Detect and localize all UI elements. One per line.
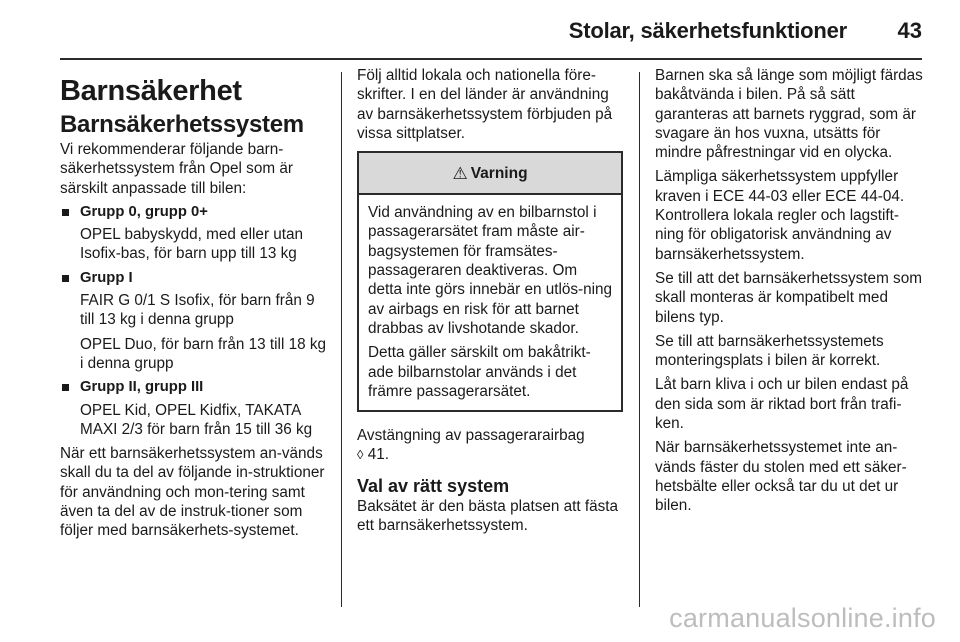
warning-triangle-icon: ⚠: [452, 163, 468, 183]
header-rule: [60, 58, 922, 60]
page-reference-icon: ◊: [357, 447, 364, 463]
group-title: Grupp 0, grupp 0+: [60, 203, 328, 222]
intro-paragraph: Vi rekommenderar följande barn-säkerhetssystem från Opel som är särskilt anpassade till bilen:: [60, 141, 293, 197]
subsection-heading: Val av rätt system: [357, 475, 510, 496]
page-number: 43: [897, 18, 922, 43]
warning-paragraph: Vid användning av en bilbarnstol i passagerarsätet fram måste air-bagsystemen för framsätes-passageraren deaktiveras. Om detta inte görs innebär en utlös-ning av airbags en risk för att barnet drabbas av livshotande skador.: [368, 204, 613, 337]
group-title: Grupp II, grupp III: [60, 378, 328, 397]
column-divider-1: [341, 72, 342, 607]
column-2: [357, 66, 625, 540]
watermark: carmanualsonline.info: [669, 603, 936, 633]
rear-seat-paragraph: Baksätet är den bästa platsen att fästa ett barnsäkerhetssystem.: [357, 497, 619, 535]
warning-body: [359, 195, 621, 410]
group-item: OPEL Duo, för barn från 13 till 18 kg i denna grupp: [80, 335, 327, 372]
body-paragraph: Lämpliga säkerhetssystem uppfyller kraven i ECE 44-03 eller ECE 44-04. Kontrollera lokala regler och lagstift-ning för obligatorisk användning av barnsäkerhetssystem.: [655, 168, 905, 263]
group-item: OPEL Kid, OPEL Kidfix, TAKATA MAXI 2/3 för barn från 15 till 36 kg: [80, 401, 313, 438]
page-header-title: Stolar, säkerhetsfunktioner: [568, 18, 847, 43]
airbag-reference-text: Avstängning av passagerarairbag: [357, 427, 585, 445]
column-3: [655, 66, 925, 521]
page-reference-link[interactable]: 41.: [367, 446, 389, 464]
subsection-heading: Barnsäkerhetssystem: [60, 111, 304, 138]
section-heading: Barnsäkerhet: [60, 75, 242, 107]
column-1: [60, 66, 328, 546]
warning-title: Varning: [470, 164, 528, 182]
body-paragraph: Låt barn kliva i och ur bilen endast på den sida som är riktad bort från trafi-ken.: [655, 376, 909, 433]
body-paragraph: Se till att barnsäkerhetssystemets monteringsplats i bilen är korrekt.: [655, 332, 884, 370]
body-paragraph: När barnsäkerhetssystemet inte an-vänds fäster du stolen med ett säker-hetsbälte eller också tar du ut det ur bilen.: [655, 439, 907, 515]
regulations-paragraph: Följ alltid lokala och nationella före-skrifter. I en del länder är användning av barnsäkerhetssystem förbjuden på vissa sittplatser.: [357, 67, 613, 142]
body-paragraph: Barnen ska så länge som möjligt färdas bakåtvända i bilen. På så sätt garanteras att barnets ryggrad, som är svagare än hos vuxna, utsätts för mindre påfrestningar vid en olycka.: [655, 67, 923, 162]
outro-paragraph: När ett barnsäkerhetssystem an-vänds skall du ta del av följande in-struktioner för användning och mon-tering samt även ta del av de instruk-tioner som följer med barnsäkerhets-systemet.: [60, 445, 325, 540]
group-item: OPEL babyskydd, med eller utan Isofix-bas, för barn upp till 13 kg: [80, 226, 304, 263]
warning-header: [359, 153, 621, 195]
warning-paragraph: Detta gäller särskilt om bakåtrikt-ade bilbarnstolar används i det främre passagerarsätet.: [368, 344, 591, 400]
warning-box: [357, 151, 623, 412]
group-item: FAIR G 0/1 S Isofix, för barn från 9 till 13 kg i denna grupp: [80, 292, 315, 329]
body-paragraph: Se till att det barnsäkerhetssystem som skall monteras är kompatibelt med bilens typ.: [655, 269, 922, 326]
column-divider-2: [639, 72, 640, 607]
group-title: Grupp I: [60, 269, 328, 288]
airbag-reference: [357, 426, 625, 465]
